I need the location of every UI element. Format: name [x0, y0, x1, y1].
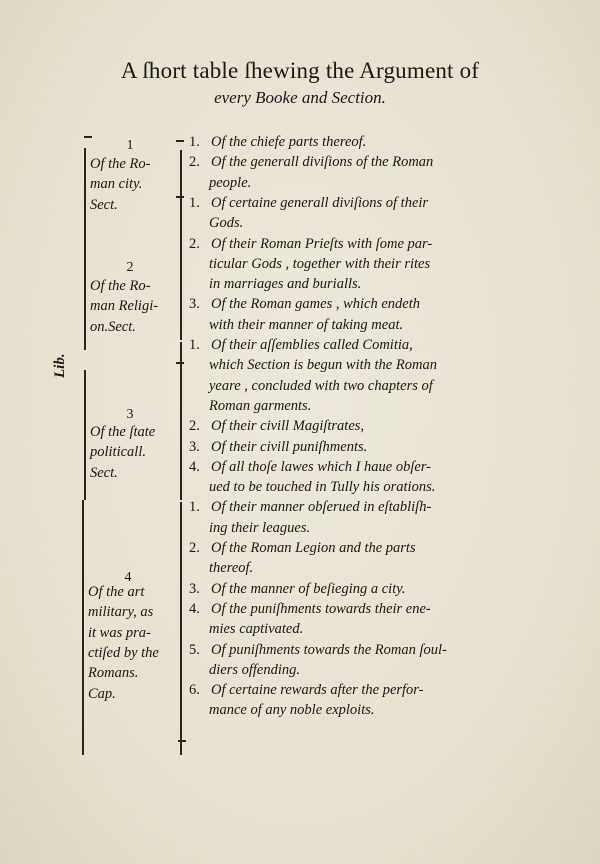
brace-hook: [176, 140, 184, 142]
section-label-line: military, as: [88, 604, 154, 621]
contents-item-continued: [189, 660, 499, 680]
item-number: 2.: [189, 540, 200, 556]
item-number: 3.: [189, 296, 200, 313]
item-text: Of their manner obſerued in eſtabliſh-: [211, 499, 432, 516]
contents-item-continued: [189, 558, 499, 578]
contents-item: [189, 497, 499, 517]
item-text: Of the Roman Legion and the parts: [211, 540, 416, 556]
item-text: mies captivated.: [209, 621, 304, 638]
page-title: A ſhort table ſhewing the Argument of: [120, 58, 480, 83]
item-text: Of all thoſe lawes which I haue obſer-: [211, 458, 431, 475]
section-label-line: Cap.: [88, 685, 116, 702]
section-label-line: politicall.: [90, 444, 146, 461]
section-label-line: Of the ſtate: [90, 424, 156, 440]
contents-item: [189, 132, 499, 152]
contents-item: [189, 457, 499, 477]
contents-item-continued: [189, 355, 499, 375]
item-text: Of the chiefe parts thereof.: [211, 134, 367, 150]
contents-item-continued: [189, 315, 499, 335]
contents-item: [189, 437, 499, 457]
contents-item-continued: [189, 619, 499, 639]
item-number: 3.: [189, 438, 200, 455]
contents-item-continued: [189, 700, 499, 720]
item-brace: [180, 502, 182, 755]
item-number: 3.: [189, 580, 200, 597]
section-label-line: ctiſed by the: [88, 644, 159, 661]
section-label-line: on.Sect.: [90, 318, 136, 335]
item-text: Of their Roman Prieſts with ſome par-: [211, 235, 433, 252]
item-text: Of certaine rewards after the perfor-: [211, 682, 424, 699]
brace-hook: [176, 196, 184, 198]
item-number: 6.: [189, 682, 200, 699]
item-text: in marriages and burialls.: [209, 276, 362, 293]
contents-item: [189, 640, 499, 660]
section-number: 1: [126, 138, 134, 153]
item-number: 5.: [189, 641, 200, 658]
item-text: Of the Roman games , which endeth: [211, 296, 421, 313]
contents-item: [189, 193, 499, 213]
section-label-line: Romans.: [88, 665, 139, 682]
section-rule: [84, 216, 86, 350]
item-text: Of certaine generall diviſions of their: [211, 194, 429, 211]
contents-item-continued: [189, 396, 499, 416]
contents-item-continued: [189, 254, 499, 274]
margin-note: Lib.: [52, 353, 68, 378]
item-number: 1.: [189, 134, 200, 150]
contents-item-continued: [189, 518, 499, 538]
item-text: Gods.: [209, 215, 244, 232]
brace-hook: [84, 136, 92, 138]
item-text: Of puniſhments towards the Roman ſoul-: [211, 641, 447, 658]
item-number: 4.: [189, 458, 200, 475]
item-text: yeare , concluded with two chapters of: [209, 377, 433, 394]
item-text: ued to be touched in Tully his orations.: [209, 479, 436, 496]
section-rule: [84, 370, 86, 500]
section-label-line: Of the Ro-: [90, 156, 151, 172]
section-label-line: Of the art: [88, 584, 145, 600]
section-label-line: it was pra-: [88, 624, 151, 641]
item-text: Of their civill Magiſtrates,: [211, 418, 365, 435]
item-text: with their manner of taking meat.: [209, 316, 404, 333]
brace-hook: [178, 740, 186, 742]
contents-item: [189, 416, 499, 436]
contents-item: [189, 579, 499, 599]
section-label-line: Of the Ro-: [90, 278, 151, 294]
brace-hook: [176, 362, 184, 364]
item-number: 4.: [189, 600, 200, 617]
contents-item-continued: [189, 477, 499, 497]
item-number: 1.: [189, 194, 200, 211]
contents-item: [189, 680, 499, 700]
item-text: Of their aſſemblies called Comitia,: [211, 337, 413, 353]
section-label-line: man Religi-: [90, 298, 159, 315]
item-brace: [180, 342, 182, 500]
item-text: diers offending.: [209, 661, 301, 678]
contents-item: [189, 152, 499, 172]
contents-item: [189, 538, 499, 558]
item-text: mance of any noble exploits.: [209, 702, 375, 719]
section-number: 2: [126, 260, 134, 275]
item-text: Of their civill puniſhments.: [211, 438, 368, 455]
item-brace: [180, 205, 182, 340]
contents-item: [189, 599, 499, 619]
item-number: 2.: [189, 235, 200, 252]
section-label-line: Sect.: [90, 196, 118, 213]
item-text: people.: [209, 174, 252, 191]
item-number: 1.: [189, 337, 200, 353]
item-number: 2.: [189, 418, 200, 435]
section-rule: [82, 500, 84, 755]
contents-item: [189, 294, 499, 314]
item-text: Of the manner of beſieging a city.: [211, 580, 406, 597]
item-text: which Section is begun with the Roman: [209, 357, 437, 374]
section-rule: [84, 148, 86, 216]
item-text: thereof.: [209, 560, 254, 577]
section-number: 3: [126, 407, 134, 422]
contents-item-continued: [189, 213, 499, 233]
contents-item-continued: [189, 173, 499, 193]
item-text: Of the puniſhments towards their ene-: [211, 600, 431, 617]
section-label-line: Sect.: [90, 464, 118, 481]
item-text: Roman garments.: [209, 397, 312, 414]
item-text: ing their leagues.: [209, 519, 311, 536]
item-text: ticular Gods , together with their rites: [209, 255, 431, 272]
contents-item-continued: [189, 376, 499, 396]
page-subtitle: every Booke and Section.: [214, 88, 386, 107]
contents-item: [189, 335, 499, 355]
contents-item-continued: [189, 274, 499, 294]
item-number: 1.: [189, 499, 200, 516]
item-number: 2.: [189, 154, 200, 171]
contents-item: [189, 234, 499, 254]
item-text: Of the generall diviſions of the Roman: [211, 154, 434, 171]
section-number: 4: [124, 570, 132, 585]
section-label-line: man city.: [90, 176, 143, 193]
